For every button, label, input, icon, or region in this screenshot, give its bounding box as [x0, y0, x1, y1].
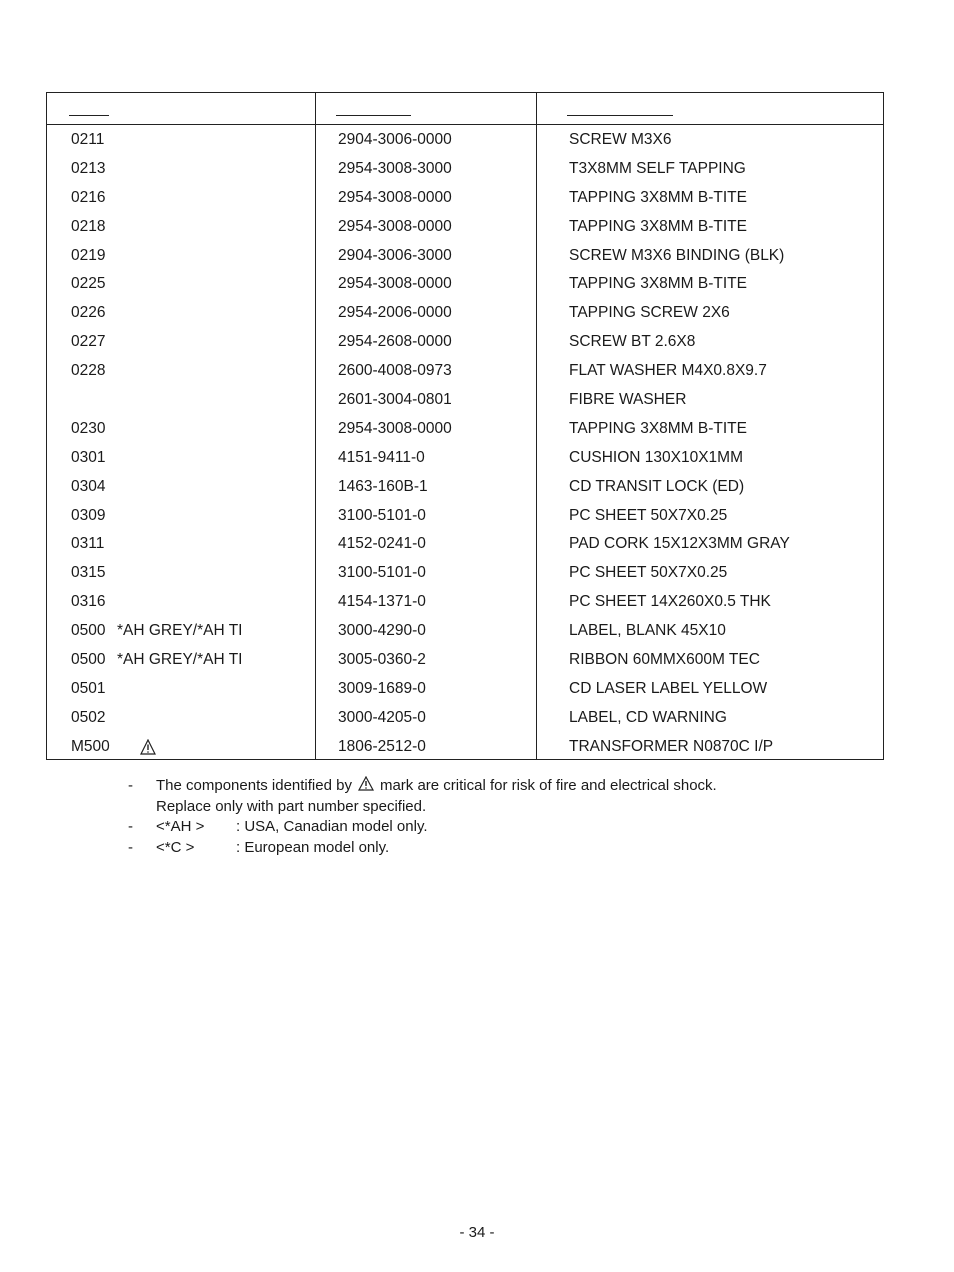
description: T3X8MM SELF TAPPING: [569, 159, 746, 177]
part-no: 2904-3006-0000: [338, 131, 452, 148]
ref-no: 0502: [71, 708, 106, 726]
table-row: [47, 242, 883, 271]
part-no: 2954-3008-3000: [338, 159, 452, 177]
critical-text-before: The components identified by: [156, 777, 352, 794]
description: FIBRE WASHER: [569, 391, 687, 409]
description: RIBBON 60MMX600M TEC: [569, 651, 760, 669]
table-row: [47, 213, 883, 242]
description: TRANSFORMER N0870C I/P: [569, 737, 774, 755]
table-row: [47, 328, 883, 357]
description: CD LASER LABEL YELLOW: [569, 679, 768, 697]
description: SCREW M3X6 BINDING (BLK): [569, 246, 785, 264]
table-row: [47, 270, 883, 299]
table-row: [47, 155, 883, 184]
part-no: 4154-1371-0: [338, 593, 426, 611]
table-row: [47, 646, 883, 675]
ref-no: 0309: [71, 506, 106, 524]
ref-no: M500: [71, 737, 110, 755]
parts-table: [46, 92, 884, 760]
part-no: 2954-2006-0000: [338, 304, 452, 322]
description: SCREW BT 2.6X8: [569, 333, 696, 351]
ref-no: 0500: [71, 651, 106, 669]
ref-no: 0218: [71, 217, 106, 235]
table-body: [47, 126, 883, 762]
part-no: 2600-4008-0973: [338, 362, 452, 380]
ref-no: 0500: [71, 622, 106, 640]
model-note: *AH GREY/*AH TI: [117, 622, 243, 640]
description: TAPPING 3X8MM B-TITE: [569, 188, 747, 206]
description: TAPPING SCREW 2X6: [569, 304, 730, 322]
note-dash: -: [128, 818, 133, 835]
table-row: [47, 675, 883, 704]
part-no: 3005-0360-2: [338, 651, 426, 669]
part-no: 2904-3006-3000: [338, 246, 452, 264]
ref-no: 0211: [71, 131, 105, 148]
ref-no: 0311: [71, 535, 105, 553]
ref-no: 0226: [71, 304, 106, 322]
part-no: 3000-4290-0: [338, 622, 426, 640]
part-no: 2954-3008-0000: [338, 217, 452, 235]
description: CD TRANSIT LOCK (ED): [569, 477, 745, 495]
description: PC SHEET 14X260X0.5 THK: [569, 593, 771, 611]
description: FLAT WASHER M4X0.8X9.7: [569, 362, 767, 380]
ref-no: 0315: [71, 564, 106, 582]
part-no: 2601-3004-0801: [338, 391, 452, 409]
part-no: 3009-1689-0: [338, 679, 426, 697]
part-no: 2954-3008-0000: [338, 275, 452, 293]
part-no-header-line: [336, 115, 411, 116]
description: TAPPING 3X8MM B-TITE: [569, 275, 747, 293]
table-row: [47, 444, 883, 473]
table-row: [47, 386, 883, 415]
ah-code: <*AH >: [156, 818, 205, 835]
part-no: 2954-3008-0000: [338, 419, 452, 437]
part-no: 2954-3008-0000: [338, 188, 452, 206]
table-row: [47, 299, 883, 328]
table-row: [47, 473, 883, 502]
ref-no: 0219: [71, 246, 106, 264]
warning-triangle-icon: [140, 739, 156, 755]
description: PC SHEET 50X7X0.25: [569, 506, 728, 524]
table-row: [47, 126, 883, 155]
part-no: 1806-2512-0: [338, 737, 426, 755]
critical-line2-text: Replace only with part number specified.: [156, 797, 427, 815]
model-note: *AH GREY/*AH TI: [117, 651, 243, 669]
ref-no: 0225: [71, 275, 106, 293]
table-row: [47, 704, 883, 733]
ref-no: 0501: [71, 679, 106, 697]
ref-no: 0228: [71, 362, 106, 380]
description: PC SHEET 50X7X0.25: [569, 564, 728, 582]
ref-no-header-line: [69, 115, 109, 116]
ah-text: : USA, Canadian model only.: [236, 818, 428, 835]
table-row: [47, 733, 883, 762]
part-no: 3100-5101-0: [338, 564, 426, 582]
ref-no: 0213: [71, 159, 106, 177]
description: PAD CORK 15X12X3MM GRAY: [569, 535, 790, 553]
part-no: 4151-9411-0: [338, 448, 425, 466]
c-text: : European model only.: [236, 838, 390, 856]
description: SCREW M3X6: [569, 131, 672, 148]
ref-no: 0301: [71, 448, 106, 466]
part-no: 3100-5101-0: [338, 506, 426, 524]
page-number: - 34 -: [459, 1224, 495, 1241]
table-row: [47, 617, 883, 646]
part-no: 3000-4205-0: [338, 708, 426, 726]
note-dash: -: [128, 777, 133, 794]
ref-no: 0216: [71, 188, 106, 206]
table-row: [47, 530, 883, 559]
part-no: 4152-0241-0: [338, 535, 426, 553]
ref-no: 0316: [71, 593, 106, 611]
table-row: [47, 502, 883, 531]
table-row: [47, 357, 883, 386]
description: TAPPING 3X8MM B-TITE: [569, 419, 747, 437]
note-dash: -: [128, 838, 133, 856]
critical-text-after: mark are critical for risk of fire and electrical shock.: [379, 777, 717, 794]
part-no: 2954-2608-0000: [338, 333, 452, 351]
part-no: 1463-160B-1: [338, 477, 428, 495]
table-row: [47, 588, 883, 617]
c-code: <*C >: [156, 838, 195, 856]
warning-triangle-icon: [358, 776, 374, 791]
table-row: [47, 184, 883, 213]
table-row: [47, 559, 883, 588]
ref-no: 0304: [71, 477, 106, 495]
ref-no: 0230: [71, 419, 106, 437]
description: CUSHION 130X10X1MM: [569, 448, 744, 466]
description-header-line: [567, 115, 673, 116]
note-critical-text: [156, 776, 717, 797]
table-row: [47, 415, 883, 444]
ref-no: 0227: [71, 333, 106, 351]
description: TAPPING 3X8MM B-TITE: [569, 217, 747, 235]
table-header: [47, 93, 883, 125]
description: LABEL, BLANK 45X10: [569, 622, 726, 640]
description: LABEL, CD WARNING: [569, 708, 727, 726]
